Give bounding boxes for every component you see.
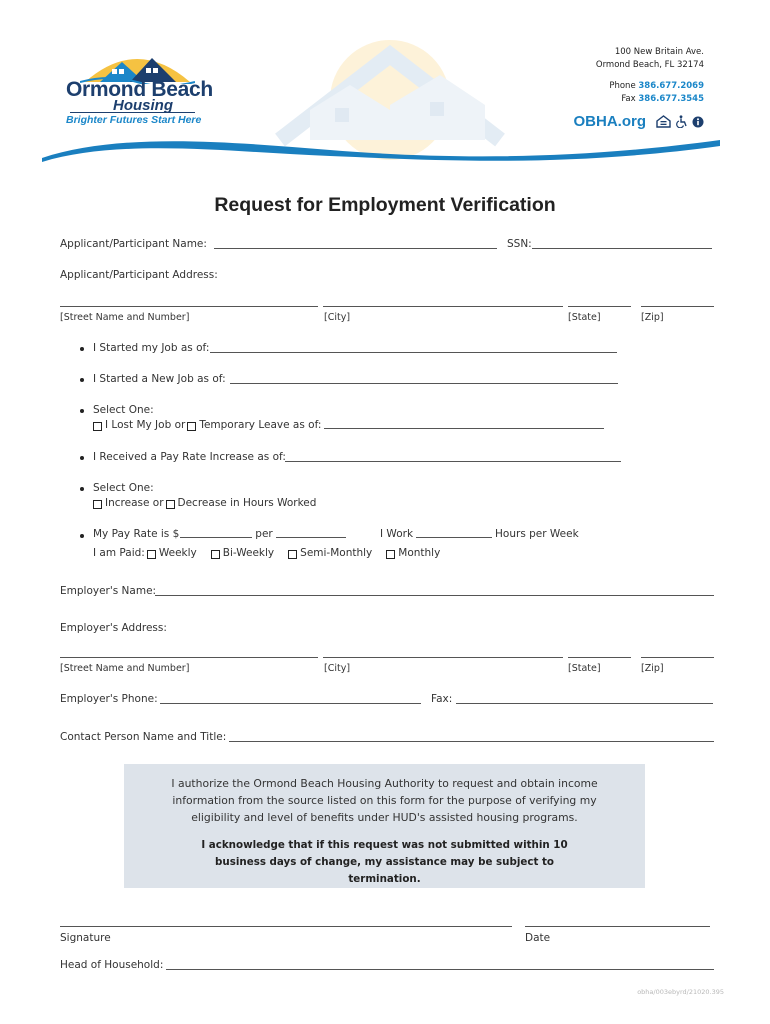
employer-address-label: Employer's Address: <box>60 622 167 634</box>
accessibility-icon <box>675 115 688 128</box>
head-of-household-label: Head of Household: <box>60 959 164 971</box>
weekly-label: Weekly <box>158 547 197 559</box>
employer-zip-field[interactable] <box>641 657 714 658</box>
pay-increase-field[interactable] <box>285 461 621 462</box>
contact-person-field[interactable] <box>229 741 714 742</box>
employer-fax-label: Fax: <box>431 693 453 705</box>
contact-block <box>596 46 704 106</box>
increase-label: Increase or <box>105 497 164 509</box>
temp-leave-checkbox[interactable] <box>187 422 196 431</box>
contact-person-label: Contact Person Name and Title: <box>60 731 227 743</box>
applicant-address-label: Applicant/Participant Address: <box>60 269 218 281</box>
employer-zip-caption: [Zip] <box>641 663 664 674</box>
employer-state-caption: [State] <box>568 663 601 674</box>
footer-code: obha/003ebyrd/21020.395 <box>637 988 724 996</box>
applicant-state-caption: [State] <box>568 312 601 323</box>
lost-job-row <box>93 419 607 431</box>
pay-increase-label: I Received a Pay Rate Increase as of: <box>93 451 286 463</box>
applicant-city-caption: [City] <box>324 312 351 323</box>
i-am-paid-label: I am Paid: <box>93 547 145 559</box>
logo-line2: Housing <box>113 97 173 114</box>
pay-rate-row <box>93 528 349 540</box>
applicant-street-field[interactable] <box>60 306 318 307</box>
phone-line <box>596 80 704 93</box>
address-line1: 100 New Britain Ave. <box>614 47 704 57</box>
hours-field[interactable] <box>416 536 492 538</box>
select-one-label: Select One: <box>93 404 154 416</box>
bullet <box>80 347 84 351</box>
started-new-job-field[interactable] <box>230 383 618 384</box>
pay-rate-field[interactable] <box>180 536 252 538</box>
employer-city-field[interactable] <box>323 657 563 658</box>
employer-street-caption: [Street Name and Number] <box>60 663 190 674</box>
semi-monthly-checkbox[interactable] <box>288 550 297 559</box>
ssn-label: SSN: <box>507 238 532 250</box>
info-icon <box>692 116 704 128</box>
page-title: Request for Employment Verification <box>214 194 556 216</box>
applicant-city-field[interactable] <box>323 306 563 307</box>
employer-fax-field[interactable] <box>456 703 713 704</box>
semi-monthly-label: Semi-Monthly <box>300 547 373 559</box>
fax-label: Fax <box>621 94 636 104</box>
employer-state-field[interactable] <box>568 657 631 658</box>
hours-row <box>380 528 579 540</box>
pay-rate-label: My Pay Rate is $ <box>93 528 180 540</box>
ssn-field[interactable] <box>532 248 712 249</box>
employer-name-field[interactable] <box>155 595 714 596</box>
authorization-box <box>124 764 645 888</box>
phone-label: Phone <box>609 81 636 91</box>
fax-line <box>596 93 704 106</box>
website-row <box>574 113 705 130</box>
weekly-checkbox[interactable] <box>147 550 156 559</box>
signature-field[interactable] <box>60 926 512 927</box>
decrease-checkbox[interactable] <box>166 500 175 509</box>
applicant-name-label: Applicant/Participant Name: <box>60 238 207 250</box>
bullet <box>80 487 84 491</box>
bullet <box>80 409 84 413</box>
date-label: Date <box>525 932 551 944</box>
head-of-household-field[interactable] <box>166 969 714 970</box>
started-job-field[interactable] <box>210 352 617 353</box>
monthly-label: Monthly <box>398 547 441 559</box>
bi-weekly-checkbox[interactable] <box>211 550 220 559</box>
bullet <box>80 456 84 460</box>
bullet <box>80 534 84 538</box>
applicant-name-field[interactable] <box>214 248 497 249</box>
increase-checkbox[interactable] <box>93 500 102 509</box>
per-label: per <box>255 528 273 540</box>
hours-change-row <box>93 497 316 509</box>
lost-job-label: I Lost My Job or <box>105 419 186 431</box>
bullet <box>80 378 84 382</box>
lost-job-checkbox[interactable] <box>93 422 102 431</box>
employer-phone-field[interactable] <box>160 703 421 704</box>
signature-label: Signature <box>60 932 111 944</box>
logo-line1: Ormond Beach <box>66 78 213 101</box>
address-line2: Ormond Beach, FL 32174 <box>595 60 704 70</box>
website-link[interactable]: OBHA.org <box>573 113 646 130</box>
pay-frequency-row <box>93 547 440 559</box>
per-field[interactable] <box>276 536 346 538</box>
applicant-state-field[interactable] <box>568 306 631 307</box>
phone-number[interactable]: 386.677.2069 <box>638 81 704 91</box>
applicant-zip-caption: [Zip] <box>641 312 664 323</box>
applicant-zip-field[interactable] <box>641 306 714 307</box>
authorize-text: I authorize the Ormond Beach Housing Authority to request and obtain income information from the source listed on this form for the purpose of verifying my eligibility and level of benefits under HUD's assisted housing programs. <box>171 777 598 824</box>
logo-underline <box>70 112 195 113</box>
logo-tagline: Brighter Futures Start Here <box>66 114 202 126</box>
employer-city-caption: [City] <box>324 663 351 674</box>
fax-number: 386.677.3545 <box>638 94 704 104</box>
started-new-job-label: I Started a New Job as of: <box>93 373 226 385</box>
monthly-checkbox[interactable] <box>386 550 395 559</box>
temp-leave-label: Temporary Leave as of: <box>199 419 322 431</box>
temp-leave-date-field[interactable] <box>324 427 604 429</box>
employer-street-field[interactable] <box>60 657 318 658</box>
acknowledge-text: I acknowledge that if this request was not submitted within 10 business days of change, my assistance may be subject to termination. <box>201 839 568 885</box>
header-wave <box>0 132 770 172</box>
i-work-label: I Work <box>380 528 414 540</box>
header <box>0 0 770 175</box>
employer-name-label: Employer's Name: <box>60 585 157 597</box>
date-field[interactable] <box>525 926 710 927</box>
decrease-label: Decrease in Hours Worked <box>177 497 317 509</box>
equal-housing-icon <box>656 115 671 128</box>
employer-phone-label: Employer's Phone: <box>60 693 158 705</box>
bi-weekly-label: Bi-Weekly <box>222 547 275 559</box>
select-one-label-2: Select One: <box>93 482 154 494</box>
applicant-street-caption: [Street Name and Number] <box>60 312 190 323</box>
hours-per-week-label: Hours per Week <box>495 528 579 540</box>
started-job-label: I Started my Job as of: <box>93 342 210 354</box>
